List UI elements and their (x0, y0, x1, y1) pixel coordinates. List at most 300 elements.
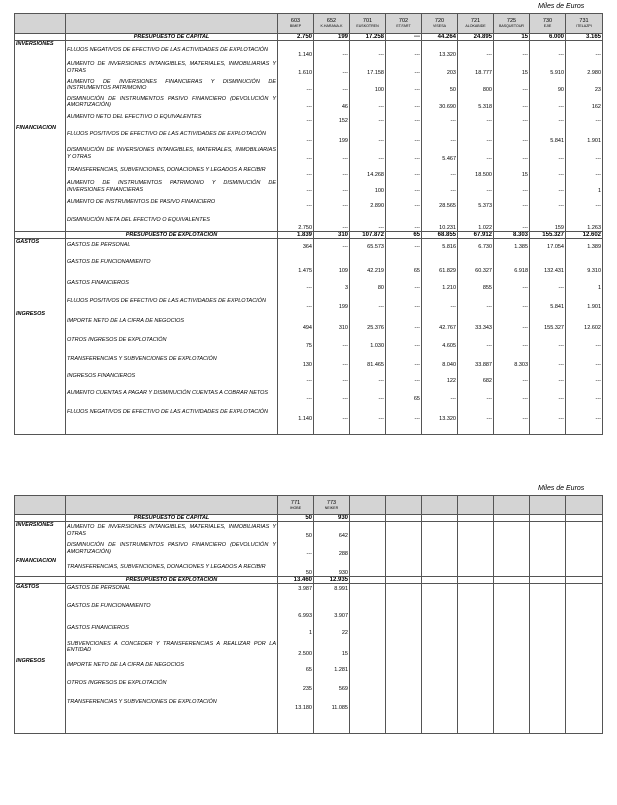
cell-value: 1 (566, 275, 603, 292)
cell-value: --- (530, 332, 566, 350)
cell-value: --- (386, 94, 422, 111)
cell-value: 2.980 (566, 59, 603, 77)
cell-value: --- (530, 403, 566, 423)
cell-value (566, 693, 603, 712)
cell-value: 22 (314, 620, 350, 637)
cell-value: 1.022 (458, 210, 494, 232)
cell-value: 18.777 (458, 59, 494, 77)
section-total-row (15, 577, 603, 584)
row-group-label (15, 145, 66, 163)
cell-value: 1 (566, 179, 603, 195)
cell-value: 90 (530, 77, 566, 94)
cell-value (566, 674, 603, 693)
section-total-value: --- (386, 34, 422, 41)
cell-value: 15 (494, 163, 530, 179)
budget-table-2 (14, 495, 603, 734)
table-row (15, 239, 603, 251)
cell-value: --- (350, 145, 386, 163)
cell-value: --- (278, 275, 314, 292)
column-header (530, 496, 566, 515)
column-header (422, 496, 458, 515)
cell-value: 203 (422, 59, 458, 77)
cell-value: 5.841 (530, 125, 566, 145)
cell-value: 800 (458, 77, 494, 94)
cell-value: --- (566, 403, 603, 423)
cell-value (458, 658, 494, 674)
cell-value (566, 658, 603, 674)
column-header (494, 14, 530, 34)
cell-value: --- (458, 403, 494, 423)
padding-cell (530, 423, 566, 435)
cell-value: --- (386, 350, 422, 369)
cell-value: 1 (278, 620, 314, 637)
table-row (15, 145, 603, 163)
cell-value: --- (566, 145, 603, 163)
column-code: 773 (326, 499, 337, 506)
cell-value: --- (350, 94, 386, 111)
header-blank (15, 14, 66, 34)
table-row (15, 163, 603, 179)
cell-value (422, 693, 458, 712)
cell-value: --- (530, 369, 566, 385)
column-header (350, 14, 386, 34)
table-row (15, 540, 603, 558)
row-group-label: INGRESOS (16, 310, 46, 317)
cell-value: 6.993 (278, 593, 314, 620)
column-header (458, 14, 494, 34)
column-header (530, 14, 566, 34)
cell-value: --- (278, 163, 314, 179)
header-blank (66, 14, 278, 34)
section-blank (15, 34, 66, 41)
cell-value (386, 593, 422, 620)
cell-value: --- (350, 125, 386, 145)
table-row (15, 125, 603, 145)
cell-value (494, 522, 530, 540)
table-row (15, 558, 603, 577)
cell-value: --- (278, 111, 314, 125)
cell-value: 6.730 (458, 239, 494, 251)
column-code: 603 (290, 18, 301, 24)
section-total-value (350, 577, 386, 584)
cell-value: 1.140 (278, 403, 314, 423)
cell-value (458, 540, 494, 558)
row-group-label (15, 385, 66, 403)
cell-value: --- (386, 311, 422, 332)
section-total-value: 15 (494, 34, 530, 41)
cell-value: --- (566, 385, 603, 403)
row-group-label (15, 540, 66, 558)
cell-value: 13.320 (422, 403, 458, 423)
cell-value (530, 620, 566, 637)
cell-value (530, 637, 566, 658)
cell-value: --- (314, 163, 350, 179)
cell-value: --- (386, 210, 422, 232)
cell-value: 11.085 (314, 693, 350, 712)
cell-value: 1.210 (422, 275, 458, 292)
cell-value (458, 637, 494, 658)
cell-value: 50 (278, 522, 314, 540)
column-header (566, 14, 603, 34)
section-title: PRESUPUESTO DE EXPLOTACION (66, 232, 278, 239)
row-group-label: FINANCIACION (16, 124, 57, 131)
cell-value: --- (458, 41, 494, 59)
cell-value: --- (566, 369, 603, 385)
cell-value: 682 (458, 369, 494, 385)
row-description: GASTOS DE FUNCIONAMIENTO (66, 593, 278, 620)
section-total-value (386, 577, 422, 584)
section-total-row (15, 232, 603, 239)
cell-value (350, 693, 386, 712)
cell-value: --- (530, 350, 566, 369)
cell-value: 199 (314, 292, 350, 311)
cell-value: --- (314, 239, 350, 251)
row-group-label (15, 350, 66, 369)
cell-value: 65.573 (350, 239, 386, 251)
cell-value: 30.690 (422, 94, 458, 111)
section-total-value (422, 515, 458, 522)
row-description: FLUJOS POSITIVOS DE EFECTIVO DE LAS ACTIVIDADES DE EXPLOTACIÓN (66, 125, 278, 145)
cell-value (350, 558, 386, 577)
cell-value: --- (314, 145, 350, 163)
cell-value: 5.841 (530, 292, 566, 311)
cell-value (530, 658, 566, 674)
cell-value: 855 (458, 275, 494, 292)
column-header (386, 496, 422, 515)
row-description: IMPORTE NETO DE LA CIFRA DE NEGOCIOS (66, 658, 278, 674)
cell-value (458, 522, 494, 540)
cell-value: --- (314, 41, 350, 59)
cell-value (494, 658, 530, 674)
cell-value: 132.431 (530, 251, 566, 275)
row-group-label: GASTOS (16, 239, 40, 245)
cell-value (530, 584, 566, 593)
cell-value: --- (566, 350, 603, 369)
column-header (566, 496, 603, 515)
row-description: GASTOS DE PERSONAL (66, 584, 278, 593)
cell-value: --- (530, 145, 566, 163)
section-total-value (566, 515, 603, 522)
row-description: AUMENTO DE INVERSIONES FINANCIERAS Y DISMINUCIÓN DE INSTRUMENTOS PATRIMONIO (66, 77, 278, 94)
cell-value: 152 (314, 111, 350, 125)
padding-cell (15, 423, 66, 435)
column-header (278, 14, 314, 34)
section-total-value: 24.895 (458, 34, 494, 41)
cell-value: 65 (386, 385, 422, 403)
cell-value (422, 674, 458, 693)
cell-value: --- (494, 125, 530, 145)
cell-value: 1.030 (350, 332, 386, 350)
cell-value: --- (386, 59, 422, 77)
cell-value: 1.389 (566, 239, 603, 251)
cell-value: --- (494, 94, 530, 111)
cell-value: --- (386, 195, 422, 210)
cell-value: 65 (386, 251, 422, 275)
cell-value (458, 693, 494, 712)
row-description: FLUJOS NEGATIVOS DE EFECTIVO DE LAS ACTIVIDADES DE EXPLOTACIÓN (66, 41, 278, 59)
cell-value: --- (278, 540, 314, 558)
cell-value: --- (458, 145, 494, 163)
cell-value: 1.610 (278, 59, 314, 77)
row-description: DISMINUCIÓN NETA DEL EFECTIVO O EQUIVALENTES (66, 210, 278, 232)
cell-value: 8.991 (314, 584, 350, 593)
cell-value (386, 693, 422, 712)
padding-cell (350, 423, 386, 435)
cell-value (350, 620, 386, 637)
cell-value: --- (350, 403, 386, 423)
cell-value (530, 593, 566, 620)
section-total-value: 12.602 (566, 232, 603, 239)
cell-value: --- (458, 385, 494, 403)
cell-value: --- (278, 145, 314, 163)
section-blank (15, 232, 66, 239)
cell-value: --- (422, 179, 458, 195)
cell-value: 18.500 (458, 163, 494, 179)
column-code: 725 (506, 18, 517, 24)
row-group-label (15, 94, 66, 111)
row-description: AUMENTO CUENTAS A PAGAR Y DISMINUCIÓN CUENTAS A COBRAR NETOS (66, 385, 278, 403)
cell-value (566, 522, 603, 540)
column-header (278, 496, 314, 515)
row-description: SUBVENCIONES A CONCEDER Y TRANSFERENCIAS A REALIZAR POR LA ENTIDAD (66, 637, 278, 658)
column-name: EUSKOTREN (356, 24, 379, 28)
cell-value: --- (314, 59, 350, 77)
cell-value (386, 522, 422, 540)
table-row (15, 620, 603, 637)
row-group-label (15, 403, 66, 423)
padding-cell (314, 712, 350, 734)
column-name: BIMEP (289, 24, 302, 28)
row-description: IMPORTE NETO DE LA CIFRA DE NEGOCIOS (66, 311, 278, 332)
cell-value: --- (386, 77, 422, 94)
row-description: TRANSFERENCIAS Y SUBVENCIONES DE EXPLOTACIÓN (66, 350, 278, 369)
cell-value: --- (278, 94, 314, 111)
section-title: PRESUPUESTO DE CAPITAL (66, 515, 278, 522)
row-group-label (15, 275, 66, 292)
cell-value: --- (386, 179, 422, 195)
column-header (458, 496, 494, 515)
cell-value: 1.140 (278, 41, 314, 59)
header-row (15, 14, 603, 34)
cell-value: --- (350, 385, 386, 403)
row-group-label (15, 674, 66, 693)
section-total-value (458, 577, 494, 584)
cell-value: --- (278, 77, 314, 94)
cell-value: --- (314, 385, 350, 403)
section-total-value: 13.460 (278, 577, 314, 584)
cell-value: --- (530, 94, 566, 111)
row-description: OTROS INGRESOS DE EXPLOTACIÓN (66, 332, 278, 350)
cell-value: 50 (278, 558, 314, 577)
cell-value: 3 (314, 275, 350, 292)
cell-value: 61.829 (422, 251, 458, 275)
cell-value: 14.268 (350, 163, 386, 179)
cell-value (566, 593, 603, 620)
cell-value (494, 693, 530, 712)
row-description: AUMENTO DE INSTRUMENTOS PATRIMONIO Y DISMINUCIÓN DE INVERSIONES FINANCIERAS (67, 180, 276, 193)
row-group-label (15, 637, 66, 658)
cell-value: --- (494, 77, 530, 94)
cell-value (566, 558, 603, 577)
section-total-value: 8.303 (494, 232, 530, 239)
cell-value (422, 620, 458, 637)
cell-value: 1.385 (494, 239, 530, 251)
cell-value: --- (386, 292, 422, 311)
cell-value: --- (386, 369, 422, 385)
cell-value: 5.467 (422, 145, 458, 163)
cell-value: 1.901 (566, 125, 603, 145)
column-name: VISESA (433, 24, 446, 28)
row-group-label (15, 693, 66, 712)
row-description: GASTOS DE FUNCIONAMIENTO (66, 251, 278, 275)
cell-value: --- (494, 179, 530, 195)
cell-value: 930 (314, 558, 350, 577)
section-total-value: 930 (314, 515, 350, 522)
padding-cell (494, 423, 530, 435)
cell-value (350, 540, 386, 558)
cell-value: --- (386, 332, 422, 350)
cell-value: 569 (314, 674, 350, 693)
table-row (15, 210, 603, 232)
cell-value (566, 637, 603, 658)
cell-value: 80 (350, 275, 386, 292)
section-total-value: 155.327 (530, 232, 566, 239)
padding-cell (66, 423, 278, 435)
cell-value: 65 (278, 658, 314, 674)
cell-value (530, 522, 566, 540)
section-total-value: 17.258 (350, 34, 386, 41)
cell-value: --- (458, 125, 494, 145)
cell-value: 13.180 (278, 693, 314, 712)
row-group-label (15, 111, 66, 125)
cell-value: 17.158 (350, 59, 386, 77)
cell-value: 494 (278, 311, 314, 332)
cell-value: --- (530, 163, 566, 179)
cell-value (350, 584, 386, 593)
cell-value: 642 (314, 522, 350, 540)
cell-value: --- (422, 125, 458, 145)
cell-value: 60.327 (458, 251, 494, 275)
cell-value: --- (494, 292, 530, 311)
padding-cell (314, 423, 350, 435)
padding-cell (458, 423, 494, 435)
cell-value: --- (350, 210, 386, 232)
padding-cell (66, 712, 278, 734)
padding-cell (422, 712, 458, 734)
section-total-value: 1.839 (278, 232, 314, 239)
cell-value: --- (530, 195, 566, 210)
section-total-value: 3.165 (566, 34, 603, 41)
cell-value: --- (566, 195, 603, 210)
table-row (15, 77, 603, 94)
cell-value: --- (422, 111, 458, 125)
cell-value (566, 540, 603, 558)
cell-value: 25.376 (350, 311, 386, 332)
cell-value: 5.373 (458, 195, 494, 210)
cell-value: 3.907 (314, 593, 350, 620)
cell-value: --- (494, 195, 530, 210)
table-row (15, 332, 603, 350)
cell-value (422, 658, 458, 674)
row-description: AUMENTO NETO DEL EFECTIVO O EQUIVALENTES (66, 111, 278, 125)
cell-value: 5.318 (458, 94, 494, 111)
section-total-value (566, 577, 603, 584)
cell-value: 5.910 (530, 59, 566, 77)
header-blank (66, 496, 278, 515)
section-blank (15, 577, 66, 584)
row-group-label (15, 210, 66, 232)
cell-value (458, 620, 494, 637)
section-total-value: 44.264 (422, 34, 458, 41)
cell-value (422, 637, 458, 658)
cell-value: 159 (530, 210, 566, 232)
section-total-value: 67.912 (458, 232, 494, 239)
column-code: 731 (579, 18, 589, 24)
section-total-value: 50 (278, 515, 314, 522)
cell-value: 23 (566, 77, 603, 94)
cell-value: 15 (494, 59, 530, 77)
column-code: 652 (326, 18, 337, 24)
table-row (15, 593, 603, 620)
column-header (386, 14, 422, 34)
column-header (314, 14, 350, 34)
cell-value (530, 674, 566, 693)
cell-value: 1.475 (278, 251, 314, 275)
cell-value: 10.231 (422, 210, 458, 232)
row-group-label: FINANCIACION (16, 557, 57, 564)
cell-value: 75 (278, 332, 314, 350)
column-header (494, 496, 530, 515)
cell-value: --- (278, 125, 314, 145)
section-total-value (530, 515, 566, 522)
column-name: IHOBE (289, 505, 302, 510)
cell-value: --- (530, 179, 566, 195)
table-row (15, 637, 603, 658)
row-description: DISMINUCIÓN DE INSTRUMENTOS PASIVO FINANCIERO (DEVOLUCIÓN Y AMORTIZACIÓN) (66, 94, 278, 111)
row-description: GASTOS FINANCIEROS (66, 275, 278, 292)
section-total-value (386, 515, 422, 522)
cell-value: 122 (422, 369, 458, 385)
row-description: TRANSFERENCIAS Y SUBVENCIONES DE EXPLOTACIÓN (66, 693, 278, 712)
table-row (15, 275, 603, 292)
row-description: TRANSFERENCIAS, SUBVENCIONES, DONACIONES Y LEGADOS A RECIBIR (66, 163, 278, 179)
cell-value: 364 (278, 239, 314, 251)
section-total-value: 199 (314, 34, 350, 41)
row-description: FLUJOS POSITIVOS DE EFECTIVO DE LAS ACTIVIDADES DE EXPLOTACIÓN (66, 292, 278, 311)
cell-value (386, 637, 422, 658)
section-total-value (422, 577, 458, 584)
cell-value: 2.500 (278, 637, 314, 658)
table-row (15, 403, 603, 423)
section-title: PRESUPUESTO DE EXPLOTACION (66, 577, 278, 584)
cell-value: --- (314, 350, 350, 369)
cell-value: --- (278, 369, 314, 385)
table-padding-row (15, 423, 603, 435)
row-description: GASTOS FINANCIEROS (66, 620, 278, 637)
cell-value: --- (278, 292, 314, 311)
cell-value: 1.901 (566, 292, 603, 311)
section-total-value (494, 577, 530, 584)
row-group-label: INVERSIONES (16, 522, 54, 528)
cell-value: 5.816 (422, 239, 458, 251)
cell-value: 42.219 (350, 251, 386, 275)
row-group-label (15, 163, 66, 179)
padding-cell (350, 712, 386, 734)
cell-value: --- (566, 163, 603, 179)
column-code: 730 (542, 18, 553, 24)
column-code: 701 (362, 18, 373, 24)
column-header (350, 496, 386, 515)
